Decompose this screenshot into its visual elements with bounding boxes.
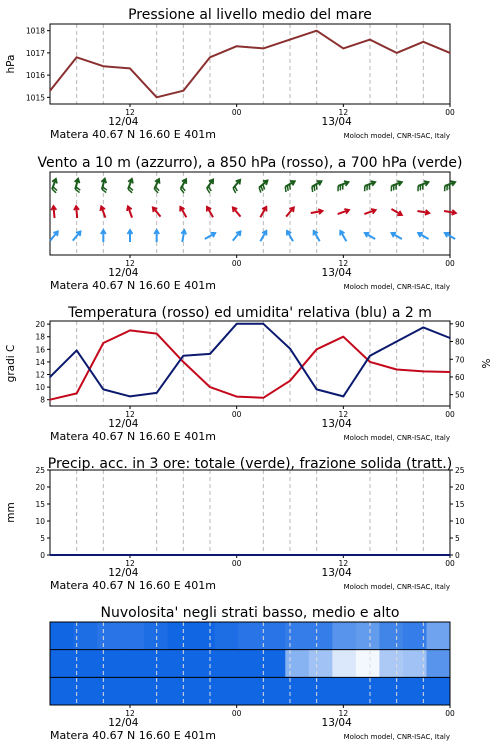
series-point	[236, 396, 238, 398]
wind-barb-flag	[235, 186, 238, 191]
location-label: Matera 40.67 N 16.60 E 401m	[50, 279, 216, 292]
cloud-cell	[168, 622, 192, 650]
y-tick-label-right: 15	[455, 500, 465, 509]
cloud-cell	[121, 650, 145, 678]
cloud-cell	[309, 677, 333, 705]
cloud-cell	[121, 677, 145, 705]
series-point	[129, 68, 131, 70]
cloud-cell	[50, 650, 74, 678]
y-tick-label: 10	[35, 517, 45, 526]
cloud-cell	[332, 650, 356, 678]
series-point	[289, 39, 291, 41]
date-label: 12/04	[108, 267, 139, 279]
cloud-cell	[285, 677, 309, 705]
x-tick-label: 00	[231, 559, 242, 568]
x-tick-label: 00	[231, 709, 242, 718]
cloud-cell	[309, 650, 333, 678]
cloud-cell	[285, 622, 309, 650]
y-axis-label: hPa	[5, 54, 17, 74]
series-point	[103, 65, 105, 67]
series-line	[50, 330, 450, 399]
y-tick-label: 16	[35, 345, 45, 355]
cloud-cell	[97, 677, 121, 705]
series-point	[209, 554, 211, 556]
series-point	[103, 554, 105, 556]
series-point	[449, 371, 451, 373]
cloud-cell	[238, 622, 262, 650]
series-point	[396, 554, 398, 556]
x-tick-label: 12	[125, 108, 135, 117]
cloud-cell	[379, 622, 403, 650]
y-tick-label: 5	[40, 534, 45, 543]
x-tick-label: 00	[445, 108, 455, 117]
date-label: 13/04	[321, 717, 352, 729]
series-point	[209, 353, 211, 355]
y-tick-label: 10	[35, 383, 45, 393]
wind-barb-flag	[261, 186, 263, 191]
series-point	[236, 323, 238, 325]
series-point	[129, 330, 131, 332]
plot-frame	[50, 24, 450, 104]
series-point	[423, 41, 425, 43]
y-tick-label: 8	[40, 395, 45, 405]
cloud-cell	[215, 677, 239, 705]
panel-title: Precip. acc. in 3 ore: totale (verde), frazione solida (tratt.)	[47, 456, 453, 472]
series-point	[289, 348, 291, 350]
x-tick-label: 12	[338, 559, 349, 568]
y-tick-label: 1016	[25, 71, 45, 81]
model-credit: Moloch model, CNR-ISAC, Italy	[343, 283, 450, 291]
y-axis-label: mm	[5, 502, 17, 523]
date-label: 13/04	[321, 567, 352, 579]
series-point	[76, 57, 78, 59]
x-tick-label: 00	[231, 108, 242, 117]
series-point	[263, 323, 265, 325]
series-point	[316, 554, 318, 556]
series-point	[289, 380, 291, 382]
panel-title: Pressione al livello medio del mare	[128, 7, 372, 23]
panel-pressure	[5, 7, 455, 141]
cloud-cell	[97, 650, 121, 678]
series-point	[316, 389, 318, 391]
series-point	[316, 30, 318, 32]
x-tick-label: 00	[445, 410, 455, 419]
cloud-cell	[144, 622, 168, 650]
panel-title: Temperatura (rosso) ed umidita' relativa (blu) a 2 m	[68, 305, 432, 321]
series-point	[156, 554, 158, 556]
series-point	[49, 376, 51, 378]
panel-clouds	[50, 605, 455, 742]
series-line	[50, 324, 450, 397]
panel-precip	[5, 456, 465, 592]
series-point	[369, 39, 371, 41]
cloud-cell	[215, 622, 239, 650]
series-point	[49, 554, 51, 556]
y-tick-label-right: 60	[455, 372, 465, 382]
series-point	[343, 396, 345, 398]
x-tick-label: 12	[125, 410, 135, 419]
x-tick-label: 00	[231, 410, 242, 419]
wind-barb-flag	[316, 184, 317, 189]
cloud-cell	[332, 622, 356, 650]
plot-frame	[50, 321, 450, 406]
series-point	[236, 554, 238, 556]
cloud-cell	[309, 622, 333, 650]
series-point	[369, 554, 371, 556]
series-point	[396, 52, 398, 54]
series-point	[343, 336, 345, 338]
x-tick-label: 00	[445, 559, 455, 568]
x-tick-label: 12	[338, 108, 349, 117]
y-tick-label-right: 25	[455, 466, 465, 475]
y-axis-label: gradi C	[5, 344, 17, 383]
panel-wind	[37, 155, 462, 292]
y-tick-label: 12	[35, 370, 45, 380]
date-label: 12/04	[108, 116, 139, 128]
model-credit: Moloch model, CNR-ISAC, Italy	[343, 583, 450, 591]
y-tick-label-right: 50	[455, 390, 465, 400]
series-point	[76, 554, 78, 556]
series-point	[423, 554, 425, 556]
cloud-cell	[238, 677, 262, 705]
date-label: 12/04	[108, 418, 139, 430]
series-point	[76, 350, 78, 352]
y-tick-label: 14	[35, 357, 45, 367]
model-credit: Moloch model, CNR-ISAC, Italy	[343, 434, 450, 442]
series-point	[396, 341, 398, 343]
y-tick-label-right: 0	[455, 551, 460, 560]
cloud-cell	[262, 650, 286, 678]
series-point	[236, 45, 238, 47]
cloud-cell	[168, 677, 192, 705]
series-point	[209, 386, 211, 388]
cloud-cell	[379, 650, 403, 678]
panel-title: Vento a 10 m (azzurro), a 850 hPa (rosso), a 700 hPa (verde)	[37, 155, 463, 171]
y-tick-label: 18	[35, 332, 45, 342]
y-tick-label: 20	[35, 320, 45, 330]
location-label: Matera 40.67 N 16.60 E 401m	[50, 579, 216, 592]
series-point	[76, 393, 78, 395]
y-tick-label: 1017	[25, 48, 45, 58]
date-label: 13/04	[321, 116, 352, 128]
y-tick-label: 20	[35, 483, 45, 492]
wind-barb-flag	[285, 187, 286, 192]
cloud-cell	[379, 677, 403, 705]
plot-frame	[50, 172, 450, 255]
series-point	[103, 389, 105, 391]
panel-title: Nuvolosita' negli strati basso, medio e alto	[100, 605, 400, 621]
x-tick-label: 12	[338, 410, 349, 419]
x-tick-label: 00	[231, 259, 242, 268]
x-tick-label: 12	[125, 259, 135, 268]
series-point	[343, 554, 345, 556]
y-tick-label: 25	[35, 466, 45, 475]
cloud-cell	[97, 622, 121, 650]
cloud-cell	[285, 650, 309, 678]
wind-barb-flag	[290, 184, 291, 189]
wind-barb-flag	[314, 186, 315, 191]
series-point	[343, 48, 345, 50]
date-label: 13/04	[321, 418, 352, 430]
series-point	[289, 554, 291, 556]
y-tick-label: 15	[35, 500, 45, 509]
series-point	[156, 392, 158, 394]
series-point	[263, 48, 265, 50]
series-point	[209, 57, 211, 59]
series-point	[369, 361, 371, 363]
series-point	[369, 355, 371, 357]
x-tick-label: 12	[338, 709, 349, 718]
cloud-cell	[356, 677, 380, 705]
cloud-cell	[332, 677, 356, 705]
model-credit: Moloch model, CNR-ISAC, Italy	[343, 733, 450, 741]
y-tick-label-right: 90	[455, 319, 465, 329]
series-point	[449, 52, 451, 54]
cloud-cell	[262, 622, 286, 650]
series-point	[423, 327, 425, 329]
location-label: Matera 40.67 N 16.60 E 401m	[50, 430, 216, 443]
x-tick-label: 00	[445, 709, 455, 718]
cloud-cell	[262, 677, 286, 705]
series-point	[156, 97, 158, 99]
plot-frame	[50, 470, 450, 555]
x-tick-label: 00	[445, 259, 455, 268]
x-tick-label: 12	[338, 259, 349, 268]
cloud-cell	[215, 650, 239, 678]
date-label: 12/04	[108, 567, 139, 579]
model-credit: Moloch model, CNR-ISAC, Italy	[343, 132, 450, 140]
cloud-cell	[50, 622, 74, 650]
series-point	[263, 397, 265, 399]
y-tick-label: 0	[40, 551, 45, 560]
cloud-cell	[144, 650, 168, 678]
y-tick-label-right: 5	[455, 534, 460, 543]
cloud-cell	[356, 650, 380, 678]
series-line	[50, 31, 450, 98]
location-label: Matera 40.67 N 16.60 E 401m	[50, 729, 216, 742]
cloud-cell	[191, 650, 215, 678]
date-label: 12/04	[108, 717, 139, 729]
y-tick-label-right: 20	[455, 483, 465, 492]
cloud-cell	[191, 677, 215, 705]
y-tick-label-right: 80	[455, 337, 465, 347]
series-point	[183, 554, 185, 556]
wind-barb-flag	[259, 188, 261, 193]
series-point	[156, 333, 158, 335]
series-point	[316, 349, 318, 351]
y-tick-label-right: 70	[455, 355, 465, 365]
date-label: 13/04	[321, 267, 352, 279]
x-tick-label: 12	[125, 709, 135, 718]
y-tick-label: 1015	[25, 93, 45, 103]
series-point	[449, 337, 451, 339]
wind-barb-flag	[287, 186, 288, 191]
cloud-cell	[50, 677, 74, 705]
x-tick-label: 12	[125, 559, 135, 568]
y-tick-label-right: 10	[455, 517, 465, 526]
cloud-cell	[191, 622, 215, 650]
location-label: Matera 40.67 N 16.60 E 401m	[50, 128, 216, 141]
cloud-cell	[426, 622, 450, 650]
series-point	[129, 396, 131, 398]
series-point	[449, 554, 451, 556]
series-point	[103, 342, 105, 344]
series-point	[183, 361, 185, 363]
cloud-cell	[426, 650, 450, 678]
cloud-cell	[144, 677, 168, 705]
wind-barb-flag	[312, 187, 313, 192]
series-point	[183, 355, 185, 357]
panel-temperature	[5, 305, 493, 443]
cloud-cell	[238, 650, 262, 678]
series-point	[129, 554, 131, 556]
series-point	[263, 554, 265, 556]
series-point	[183, 90, 185, 92]
cloud-cell	[426, 677, 450, 705]
series-point	[49, 90, 51, 92]
cloud-cell	[168, 650, 192, 678]
wind-barb-flag	[233, 188, 236, 193]
series-point	[49, 399, 51, 401]
y-axis-label-right: %	[481, 358, 493, 369]
series-point	[423, 371, 425, 373]
series-point	[396, 369, 398, 371]
cloud-cell	[356, 622, 380, 650]
y-tick-label: 1018	[25, 26, 45, 36]
cloud-cell	[121, 622, 145, 650]
